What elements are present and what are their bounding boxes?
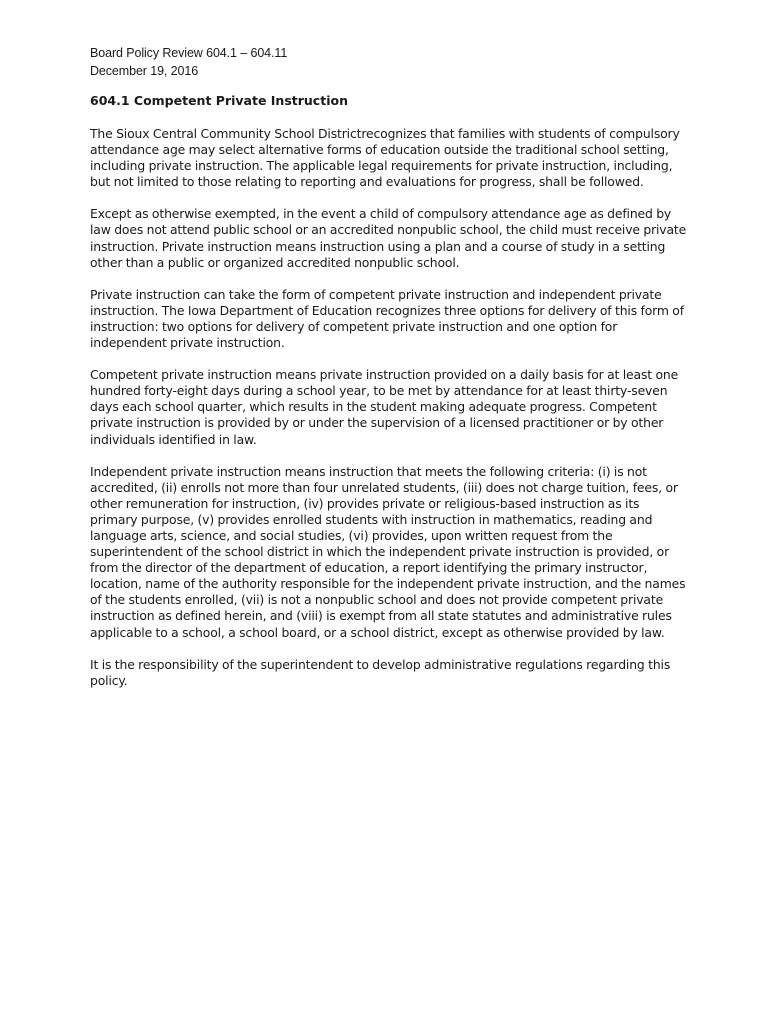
document-page (90, 44, 688, 689)
paragraph-independent: Independent private instruction means instruction that meets the following criteria: (i) is not accredited, (ii) enrolls not more than four unrelated students, (iii) does not charge tuition, fees, or other remuneration for instruction, (iv) provides private or religious-based instruction as its primary purpose, (v) provides enrolled students with instruction in mathematics, reading and language arts, science, and social studies, (vi) provides, upon written request from the superintendent of the school district in which the independent private instruction is provided, or from the director of the department of education, a report identifying the primary instructor, location, name of the authority responsible for the independent private instruction, and the names of the students enrolled, (vii) is not a nonpublic school and does not provide competent private instruction as defined herein, and (viii) is exempt from all state statutes and administrative rules applicable to a school, a school board, or a school district, except as otherwise provided by law. (90, 463, 686, 640)
paragraph-competent: Competent private instruction means private instruction provided on a daily basis for at least one hundred forty-eight days during a school year, to be met by attendance for at least thirty-seven days each school quarter, which results in the student making adequate progress. Competent private instruction is provided by or under the supervision of a licensed practitioner or by other individuals identified in law. (90, 367, 679, 447)
paragraph-intro: The Sioux Central Community School Districtrecognizes that families with students of compulsory attendance age may select alternative forms of education outside the traditional school setting, including private instruction. The applicable legal requirements for private instruction, including, but not limited to those relating to reporting and evaluations for progress, shall be followed. (90, 126, 680, 190)
policy-title: 604.1 Competent Private Instruction (90, 93, 348, 108)
paragraph-forms: Private instruction can take the form of competent private instruction and independent private instruction. The Iowa Department of Education recognizes three options for delivery of this form of instruction: two options for delivery of competent private instruction and one option for independent private instruction. (90, 286, 684, 351)
paragraph-responsibility: It is the responsibility of the superintendent to develop administrative regulations regarding this policy. (90, 656, 671, 688)
review-header: Board Policy Review 604.1 – 604.11 (90, 46, 288, 60)
paragraph-exemption: Except as otherwise exempted, in the event a child of compulsory attendance age as defined by law does not attend public school or an accredited nonpublic school, the child must receive private instruction. Private instruction means instruction using a plan and a course of study in a setting other than a public or organized accredited nonpublic school. (90, 206, 687, 270)
review-date: December 19, 2016 (90, 64, 199, 78)
